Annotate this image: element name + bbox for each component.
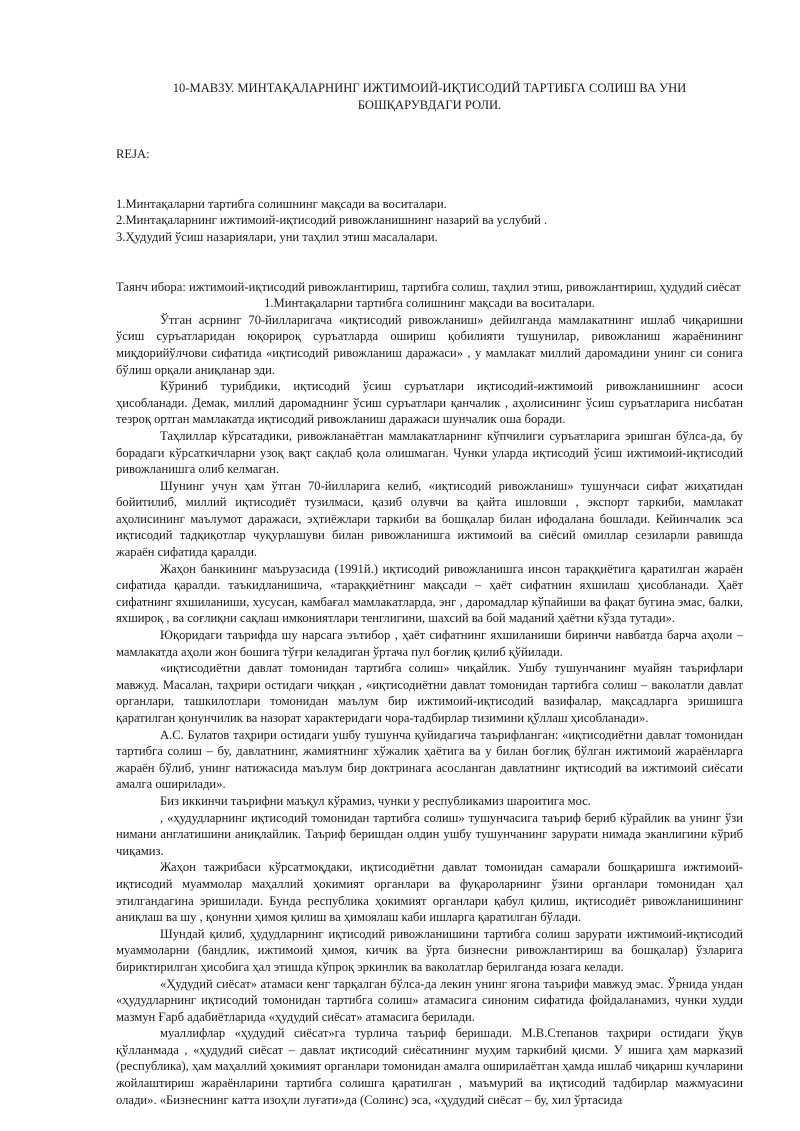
plan-list: [116, 196, 743, 246]
paragraph: «Ҳудудий сиёсат» атамаси кенг тарқалган бўлса-да лекин унинг ягона таърифи мавжуд эмас. Ўрнида ундан «ҳудудларнинг иқтисодий томонидан тартибга солиш» атамасига синоним сифатида фойдаланамиз, чунки худди мазмун Ғарб адабиётларида «ҳудудий сиёсат» атамасига берилади.: [116, 976, 743, 1024]
paragraph: Юқоридаги таърифда шу нарсага эътибор , ҳаёт сифатнинг яхшиланиши биринчи навбатда барча аҳоли – мамлакатда аҳоли жон бошига тўғри келадиган ўртача пул боғлиқ қилиб қўйилади.: [116, 628, 743, 659]
document-title: [116, 80, 743, 113]
paragraph: Кўриниб турибдики, иқтисодий ўсиш суръатлари иқтисодий-ижтимоий ривожланишнинг асоси ҳисобланади. Демак, миллий даромаднинг ўсиш суръатлари қанчалик , аҳолисининг ўсиш суръатларига нисбатан тезроқ ортган мамлакатда иқтисодий ривожланиш даражаси шунчалик оша боради.: [116, 379, 743, 427]
paragraph: Таҳлиллар кўрсатадики, ривожланаётган мамлакатларнинг кўпчилиги суръатларига эришган бўлса-да, бу борадаги кўрсаткичларни узоқ вақт сақлаб қола олишмаган. Чунки уларда иқтисодий ўсиш ижтимоий-иқтисодий ривожланишга олиб келмаган.: [116, 428, 743, 477]
plan-item: 1.Минтақаларни тартибга солишнинг мақсади ва воситалари.: [116, 196, 447, 211]
paragraph: , «ҳудудларнинг иқтисодий томонидан тартибга солиш» тушунчасига таъриф бериб кўрайлик ва унинг ўзи нимани англатишини аниқлайлик. Таъриф беришдан олдин ушбу тушунчанинг зарурати нимада эканлигини кўриб чиқамиз.: [116, 810, 743, 858]
plan-label: REJA:: [116, 147, 150, 162]
plan-item: 2.Минтақаларнинг ижтимоий-иқтисодий ривожланишнинг назарий ва услубий .: [116, 213, 548, 228]
paragraph: муаллифлар «ҳудудий сиёсат»га турлича таъриф беришади. М.В.Степанов таҳрири остидаги ўқув қўлланмада , «ҳудудий сиёсат – давлат иқтисодий сиёсатининг муҳим таркибий қисми. У ишига ҳам марказий (республика), ҳам маҳаллий ҳокимият органлари томонидан амалга оширилаётган ҳамда ишлаб чиқариш кучларини жойлаштириш жараёнларини тартибга солишга қаратилган , маъмурий ва иқтисодий тадбирлар мажмуасини олади». «Бизнеснинг катта изоҳли луғати»да (Солинс) эса, «ҳудудий сиёсат – бу, хил ўртасида: [116, 1026, 743, 1107]
paragraph: Шунинг учун ҳам ўтган 70-йилларига келиб, «иқтисодий ривожланиш» тушунчаси сифат жиҳатидан бойитилиб, миллий иқтисодиёт тузилмаси, қазиб олувчи ва қайта ишловши , экспорт таркиби, мамлакат аҳолисининг маълумот даражаси, эҳтиёжлари таркиби ва бошқалар билан ифодалана бошлади. Кейинчалик эса иқтисодий тадқиқотлар чуқурлашуви билан ривожланишга ижтимоий ва сиёсий омиллар сезиларли равишда жараён сифатида қаралди.: [116, 478, 743, 560]
paragraph: Шундай қилиб, ҳудудларнинг иқтисодий ривожланишини тартибга солиш зарурати ижтимоий-иқтисодий муаммоларни (бандлик, ижтимоий ҳимоя, кичик ва ўрта бизнесни ривожлантириш ва бошқалар) ўзларига бириктирилган ҳисобига ҳал этишда кўпроқ эркинлик ва ваколатлар берилганда юзага келади.: [116, 926, 743, 974]
section-heading: 1.Минтақаларни тартибга солишнинг мақсади ва воситалари.: [264, 296, 595, 311]
paragraph: Ўтган асрнинг 70-йилларигача «иқтисодий ривожланиш» дейилганда мамлакатнинг ишлаб чиқаришни ўсиш суръатларидан юқорироқ суръатларда ошириш қобилияти тушунилар, ривожланиш жараёнининг миқдорийўлчови сифатида «иқтисодий ривожланиш даражаси» , у мамлакат миллий даромадини унинг си сонига бўлиш орқали аниқланар эди.: [116, 312, 743, 377]
title-line-1: 10-МАВЗУ. МИНТАҚАЛАРНИНГ ИЖТИМОИЙ-ИҚТИСОДИЙ ТАРТИБГА СОЛИШ ВА УНИ: [172, 81, 687, 95]
paragraph: Биз иккинчи таърифни маъқул кўрамиз, чунки у республикамиз шароитига мос.: [160, 793, 591, 808]
paragraph: Жаҳон банкининг маърузасида (1991й.) иқтисодий ривожланишга инсон тараққиётига қаратилган жараён сифатида қаралди. таъкидланишича, «тараққиётнинг мақсади – ҳаёт сифатнин яхшилаш ҳисобланади. Ҳаёт сифатнинг яхшиланиши, хусусан, камбағал мамлакатларда, энг , даромадлар кўпайиши ва фақат бугина эмас, балки, яхшироқ , ва соғлиқни сақлаш имкониятлари тенглигини, шахсий ва бой маданий ҳаётни кўзда тутади».: [116, 561, 743, 626]
body-text: [116, 312, 743, 1109]
paragraph: Жаҳон тажрибаси кўрсатмоқдаки, иқтисодиётни давлат томонидан самарали бошқаришга ижтимоий-иқтисодий муаммолар маҳаллий ҳокимият органлари ва фуқароларнинг ўзини органлари томонидан ҳал этилгандагина эришилади. Бунда республика ҳокимият органлари қабул қилиш, иқтисодиёт ривожланишининг аниқлаш ва шу , қонунни ҳимоя қилиш ва ҳимоялаш каби ишларга қаратилган бўлади.: [116, 860, 743, 925]
paragraph: А.С. Булатов таҳрири остидаги ушбу тушунча қуйидагича таърифланган: «иқтисодиётни давлат томонидан тартибга солиш – бу, давлатнинг, жамиятнинг хўжалик ҳаётига ва у билан боғлиқ бўлган ижтимоий жараёнларга жараён бўлиб, унинг натижасида маълум бир доктринага асосланган давлатнинг иқтисодий ва ижтимоий сиёсати амалга оширилади».: [116, 727, 743, 792]
paragraph: «иқтисодиётни давлат томонидан тартибга солиш» чиқайлик. Ушбу тушунчанинг муайян таърифлари мавжуд. Масалан, таҳрири остидаги чиққан , «иқтисодиётни давлат томонидан тартибга солиш – ваколатли давлат органлари, ташкилотлари томонидан маълум бир ижтимоий-иқтисодий вазифалар, мақсадларга эришишга қаратилган қонунчилик ва назорат характеридаги чора-тадбирлар тизимини қўллаш ҳисобланади».: [116, 661, 743, 725]
title-line-2: БОШҚАРУВДАГИ РОЛИ.: [357, 97, 502, 112]
plan-item: 3.Ҳудудий ўсиш назариялари, уни таҳлил этиш масалалари.: [116, 229, 438, 244]
key-phrases: Таянч ибора: ижтимоий-иқтисодий ривожлантириш, тартибга солиш, таҳлил этиш, ривожлантириш, ҳудудий сиёсат: [116, 279, 741, 294]
